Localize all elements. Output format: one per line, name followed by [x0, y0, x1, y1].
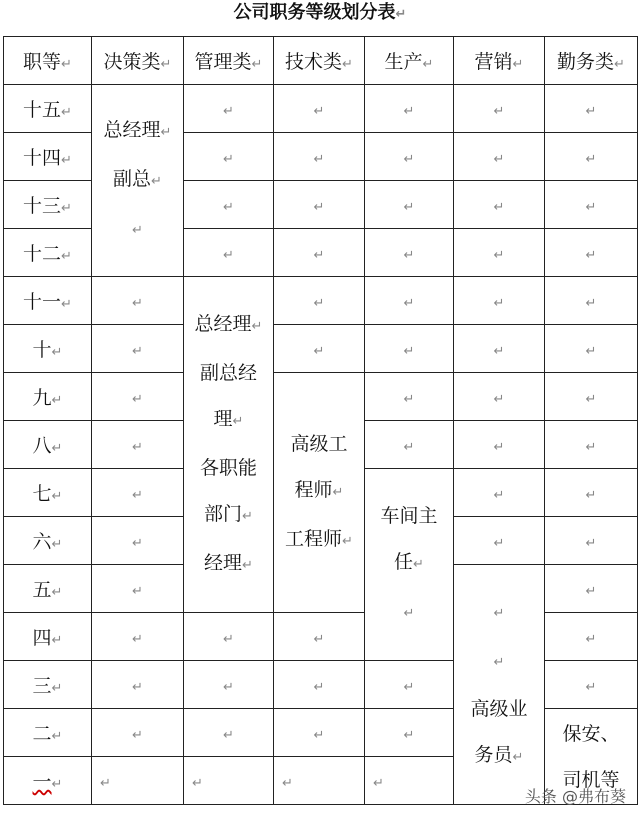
grade-label: 十↵ [4, 325, 92, 373]
table-row [4, 325, 638, 373]
empty-cell: ↵ [454, 277, 545, 325]
grade-label: 十三↵ [4, 181, 92, 229]
header-cell: 技术类↵ [274, 37, 365, 85]
empty-cell: ↵ [545, 133, 638, 181]
grade-table [3, 36, 638, 805]
empty-cell: ↵ [92, 277, 184, 325]
empty-cell: ↵ [545, 277, 638, 325]
decision-span-cell: 总经理↵ 副总↵ ↵ [92, 85, 184, 277]
production-span-cell: 车间主 任↵ ↵ [365, 469, 454, 661]
empty-cell: ↵ [545, 181, 638, 229]
empty-cell: ↵ [274, 757, 365, 805]
empty-cell: ↵ [92, 469, 184, 517]
empty-cell: ↵ [545, 613, 638, 661]
empty-cell: ↵ [365, 661, 454, 709]
service-span-cell: 保安、 司机等 [545, 709, 638, 805]
grade-label: 十四↵ [4, 133, 92, 181]
empty-cell: ↵ [274, 229, 365, 277]
grade-label: 四↵ [4, 613, 92, 661]
empty-cell: ↵ [454, 517, 545, 565]
empty-cell: ↵ [184, 229, 274, 277]
empty-cell: ↵ [92, 565, 184, 613]
empty-cell: ↵ [545, 517, 638, 565]
empty-cell: ↵ [274, 613, 365, 661]
empty-cell: ↵ [454, 469, 545, 517]
empty-cell: ↵ [454, 85, 545, 133]
empty-cell: ↵ [454, 133, 545, 181]
empty-cell: ↵ [365, 229, 454, 277]
page-title: 公司职务等级划分表↵ [233, 2, 407, 23]
technical-span-cell: 高级工 程师↵ 工程师↵ [274, 373, 365, 613]
grade-label: 六↵ [4, 517, 92, 565]
empty-cell: ↵ [274, 325, 365, 373]
table-row [4, 373, 638, 421]
empty-cell: ↵ [274, 661, 365, 709]
empty-cell: ↵ [545, 469, 638, 517]
empty-cell: ↵ [545, 565, 638, 613]
empty-cell: ↵ [92, 661, 184, 709]
header-row [4, 37, 638, 85]
empty-cell: ↵ [274, 85, 365, 133]
empty-cell: ↵ [365, 133, 454, 181]
empty-cell: ↵ [454, 181, 545, 229]
header-cell: 管理类↵ [184, 37, 274, 85]
empty-cell: ↵ [365, 325, 454, 373]
empty-cell: ↵ [365, 181, 454, 229]
grade-label: 十五↵ [4, 85, 92, 133]
header-cell: 职等↵ [4, 37, 92, 85]
empty-cell: ↵ [274, 133, 365, 181]
empty-cell: ↵ [274, 277, 365, 325]
empty-cell: ↵ [184, 661, 274, 709]
empty-cell: ↵ [184, 85, 274, 133]
empty-cell: ↵ [184, 613, 274, 661]
empty-cell: ↵ [184, 757, 274, 805]
grade-label: 十二↵ [4, 229, 92, 277]
empty-cell: ↵ [454, 373, 545, 421]
grade-label: 三↵ [4, 661, 92, 709]
empty-cell: ↵ [184, 133, 274, 181]
header-cell: 勤务类↵ [545, 37, 638, 85]
grade-label: 七↵ [4, 469, 92, 517]
empty-cell: ↵ [92, 709, 184, 757]
empty-cell: ↵ [454, 229, 545, 277]
empty-cell: ↵ [274, 181, 365, 229]
marketing-span-cell: ↵ ↵ 高级业 务员↵ [454, 565, 545, 805]
empty-cell: ↵ [92, 757, 184, 805]
table-row [4, 85, 638, 133]
empty-cell: ↵ [545, 325, 638, 373]
grade-label: 十一↵ [4, 277, 92, 325]
empty-cell: ↵ [184, 709, 274, 757]
empty-cell: ↵ [454, 421, 545, 469]
grade-label: 五↵ [4, 565, 92, 613]
empty-cell: ↵ [274, 709, 365, 757]
empty-cell: ↵ [545, 373, 638, 421]
empty-cell: ↵ [545, 661, 638, 709]
empty-cell: ↵ [184, 181, 274, 229]
empty-cell: ↵ [92, 325, 184, 373]
header-cell: 营销↵ [454, 37, 545, 85]
table-row [4, 277, 638, 325]
empty-cell: ↵ [92, 613, 184, 661]
empty-cell: ↵ [92, 517, 184, 565]
empty-cell: ↵ [545, 85, 638, 133]
empty-cell: ↵ [365, 373, 454, 421]
watermark: 头条 @弗布葵 [524, 787, 626, 806]
grade-label: 八↵ [4, 421, 92, 469]
empty-cell: ↵ [454, 325, 545, 373]
grade-label: 二↵ [4, 709, 92, 757]
grade-label: 一↵ [4, 757, 92, 805]
empty-cell: ↵ [92, 373, 184, 421]
empty-cell: ↵ [365, 757, 454, 805]
empty-cell: ↵ [365, 277, 454, 325]
empty-cell: ↵ [365, 709, 454, 757]
header-cell: 生产↵ [365, 37, 454, 85]
empty-cell: ↵ [365, 421, 454, 469]
empty-cell: ↵ [365, 85, 454, 133]
grade-label: 九↵ [4, 373, 92, 421]
empty-cell: ↵ [545, 421, 638, 469]
header-cell: 决策类↵ [92, 37, 184, 85]
empty-cell: ↵ [92, 421, 184, 469]
empty-cell: ↵ [545, 229, 638, 277]
management-span-cell: 总经理↵ 副总经 理↵ 各职能 部门↵ 经理↵ [184, 277, 274, 613]
